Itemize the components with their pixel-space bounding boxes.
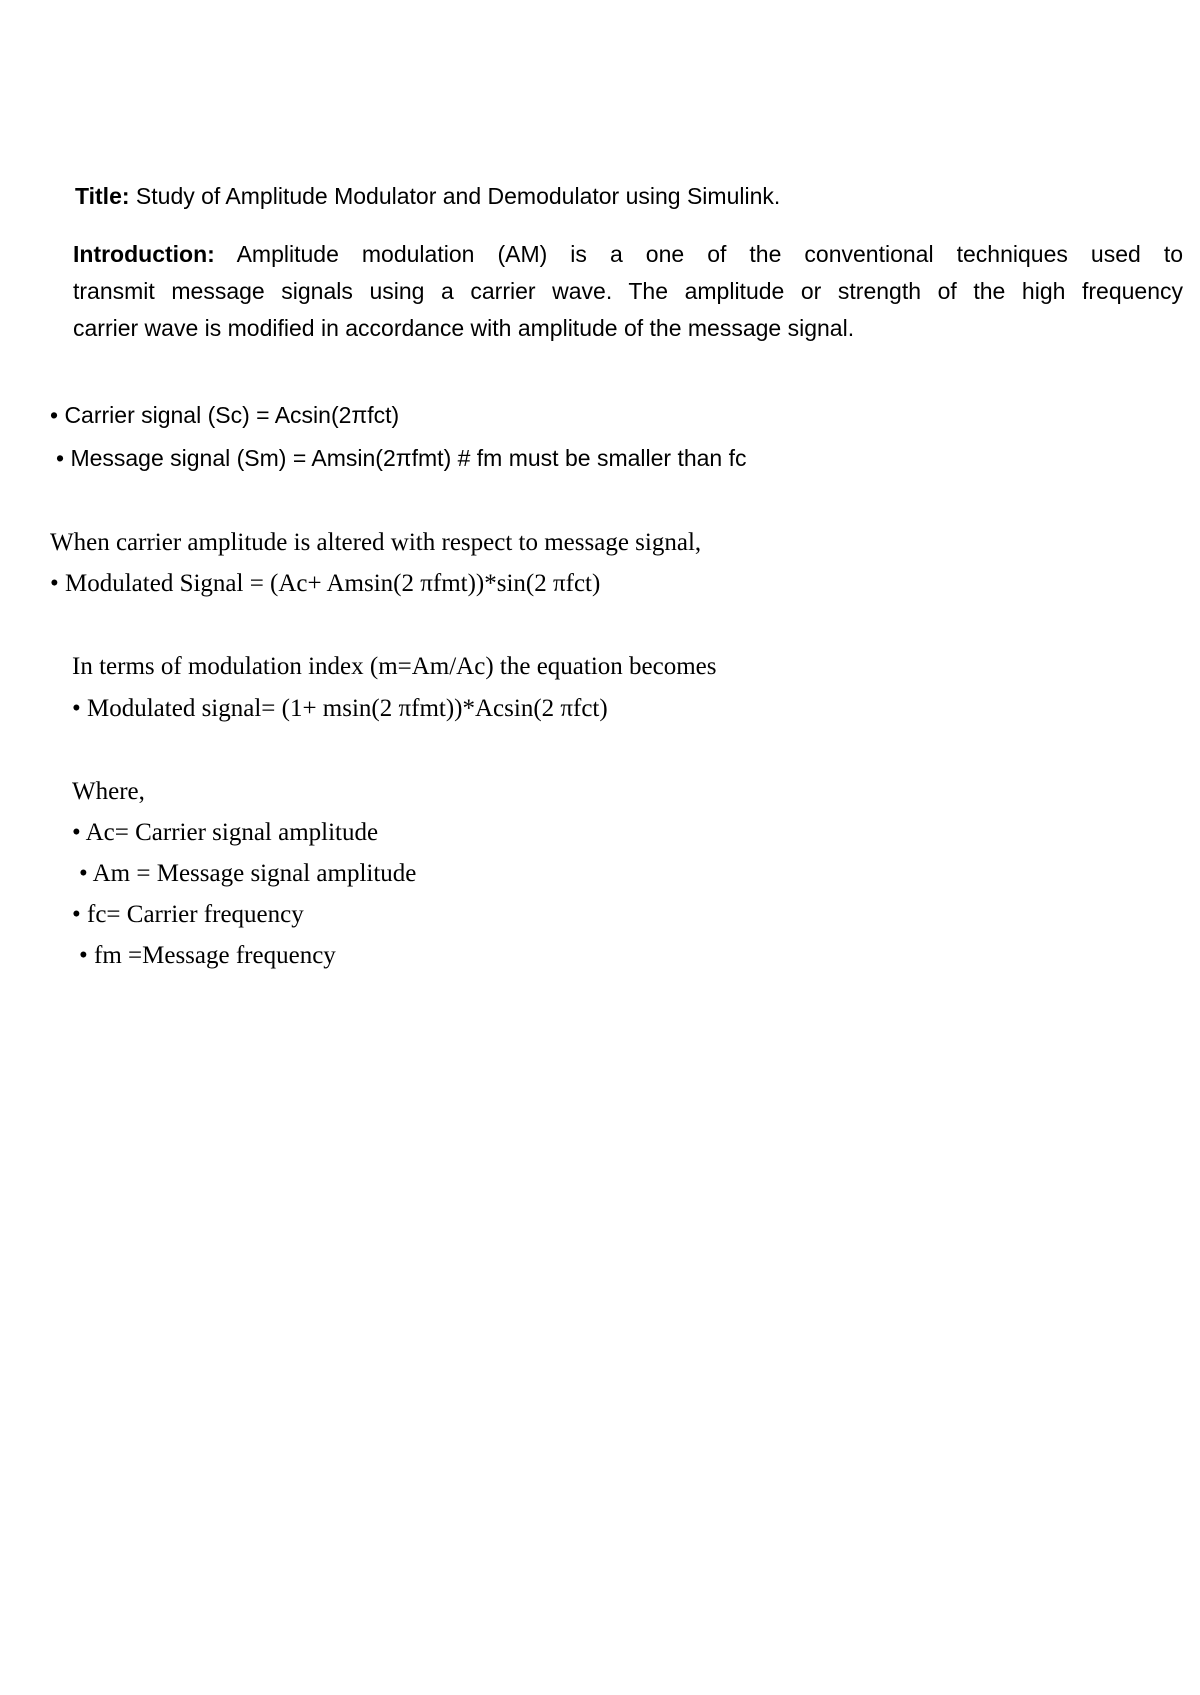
introduction-line-2: transmit message signals using a carrier wave. The amplitude or strength of the high frequency bbox=[73, 278, 1183, 304]
introduction-line-1 bbox=[73, 236, 1183, 273]
introduction-label: Introduction: bbox=[73, 241, 215, 267]
introduction-text-1: Amplitude modulation (AM) is a one of the conventional techniques used to bbox=[236, 241, 1184, 267]
where-item-fc: • fc= Carrier frequency bbox=[72, 901, 304, 928]
carrier-signal-item: • Carrier signal (Sc) = Acsin(2πfct) bbox=[50, 402, 400, 428]
modulation-index-equation: • Modulated signal= (1+ msin(2 πfmt))*Acsin(2 πfct) bbox=[72, 695, 608, 722]
modulation-index-intro: In terms of modulation index (m=Am/Ac) the equation becomes bbox=[72, 653, 717, 680]
where-item-am: • Am = Message signal amplitude bbox=[79, 860, 417, 887]
title-label: Title: bbox=[75, 183, 130, 209]
modulated-signal-equation: • Modulated Signal = (Ac+ Amsin(2 πfmt))*sin(2 πfct) bbox=[50, 570, 601, 597]
message-signal-item: • Message signal (Sm) = Amsin(2πfmt) # fm must be smaller than fc bbox=[56, 445, 747, 471]
document-title bbox=[75, 181, 780, 211]
where-item-ac: • Ac= Carrier signal amplitude bbox=[72, 819, 379, 846]
modulation-intro: When carrier amplitude is altered with respect to message signal, bbox=[50, 529, 702, 556]
introduction-line-3: carrier wave is modified in accordance with amplitude of the message signal. bbox=[73, 315, 855, 341]
introduction-paragraph bbox=[73, 236, 1183, 347]
where-label: Where, bbox=[72, 778, 145, 805]
where-item-fm: • fm =Message frequency bbox=[79, 942, 336, 969]
title-text: Study of Amplitude Modulator and Demodulator using Simulink. bbox=[135, 183, 781, 209]
